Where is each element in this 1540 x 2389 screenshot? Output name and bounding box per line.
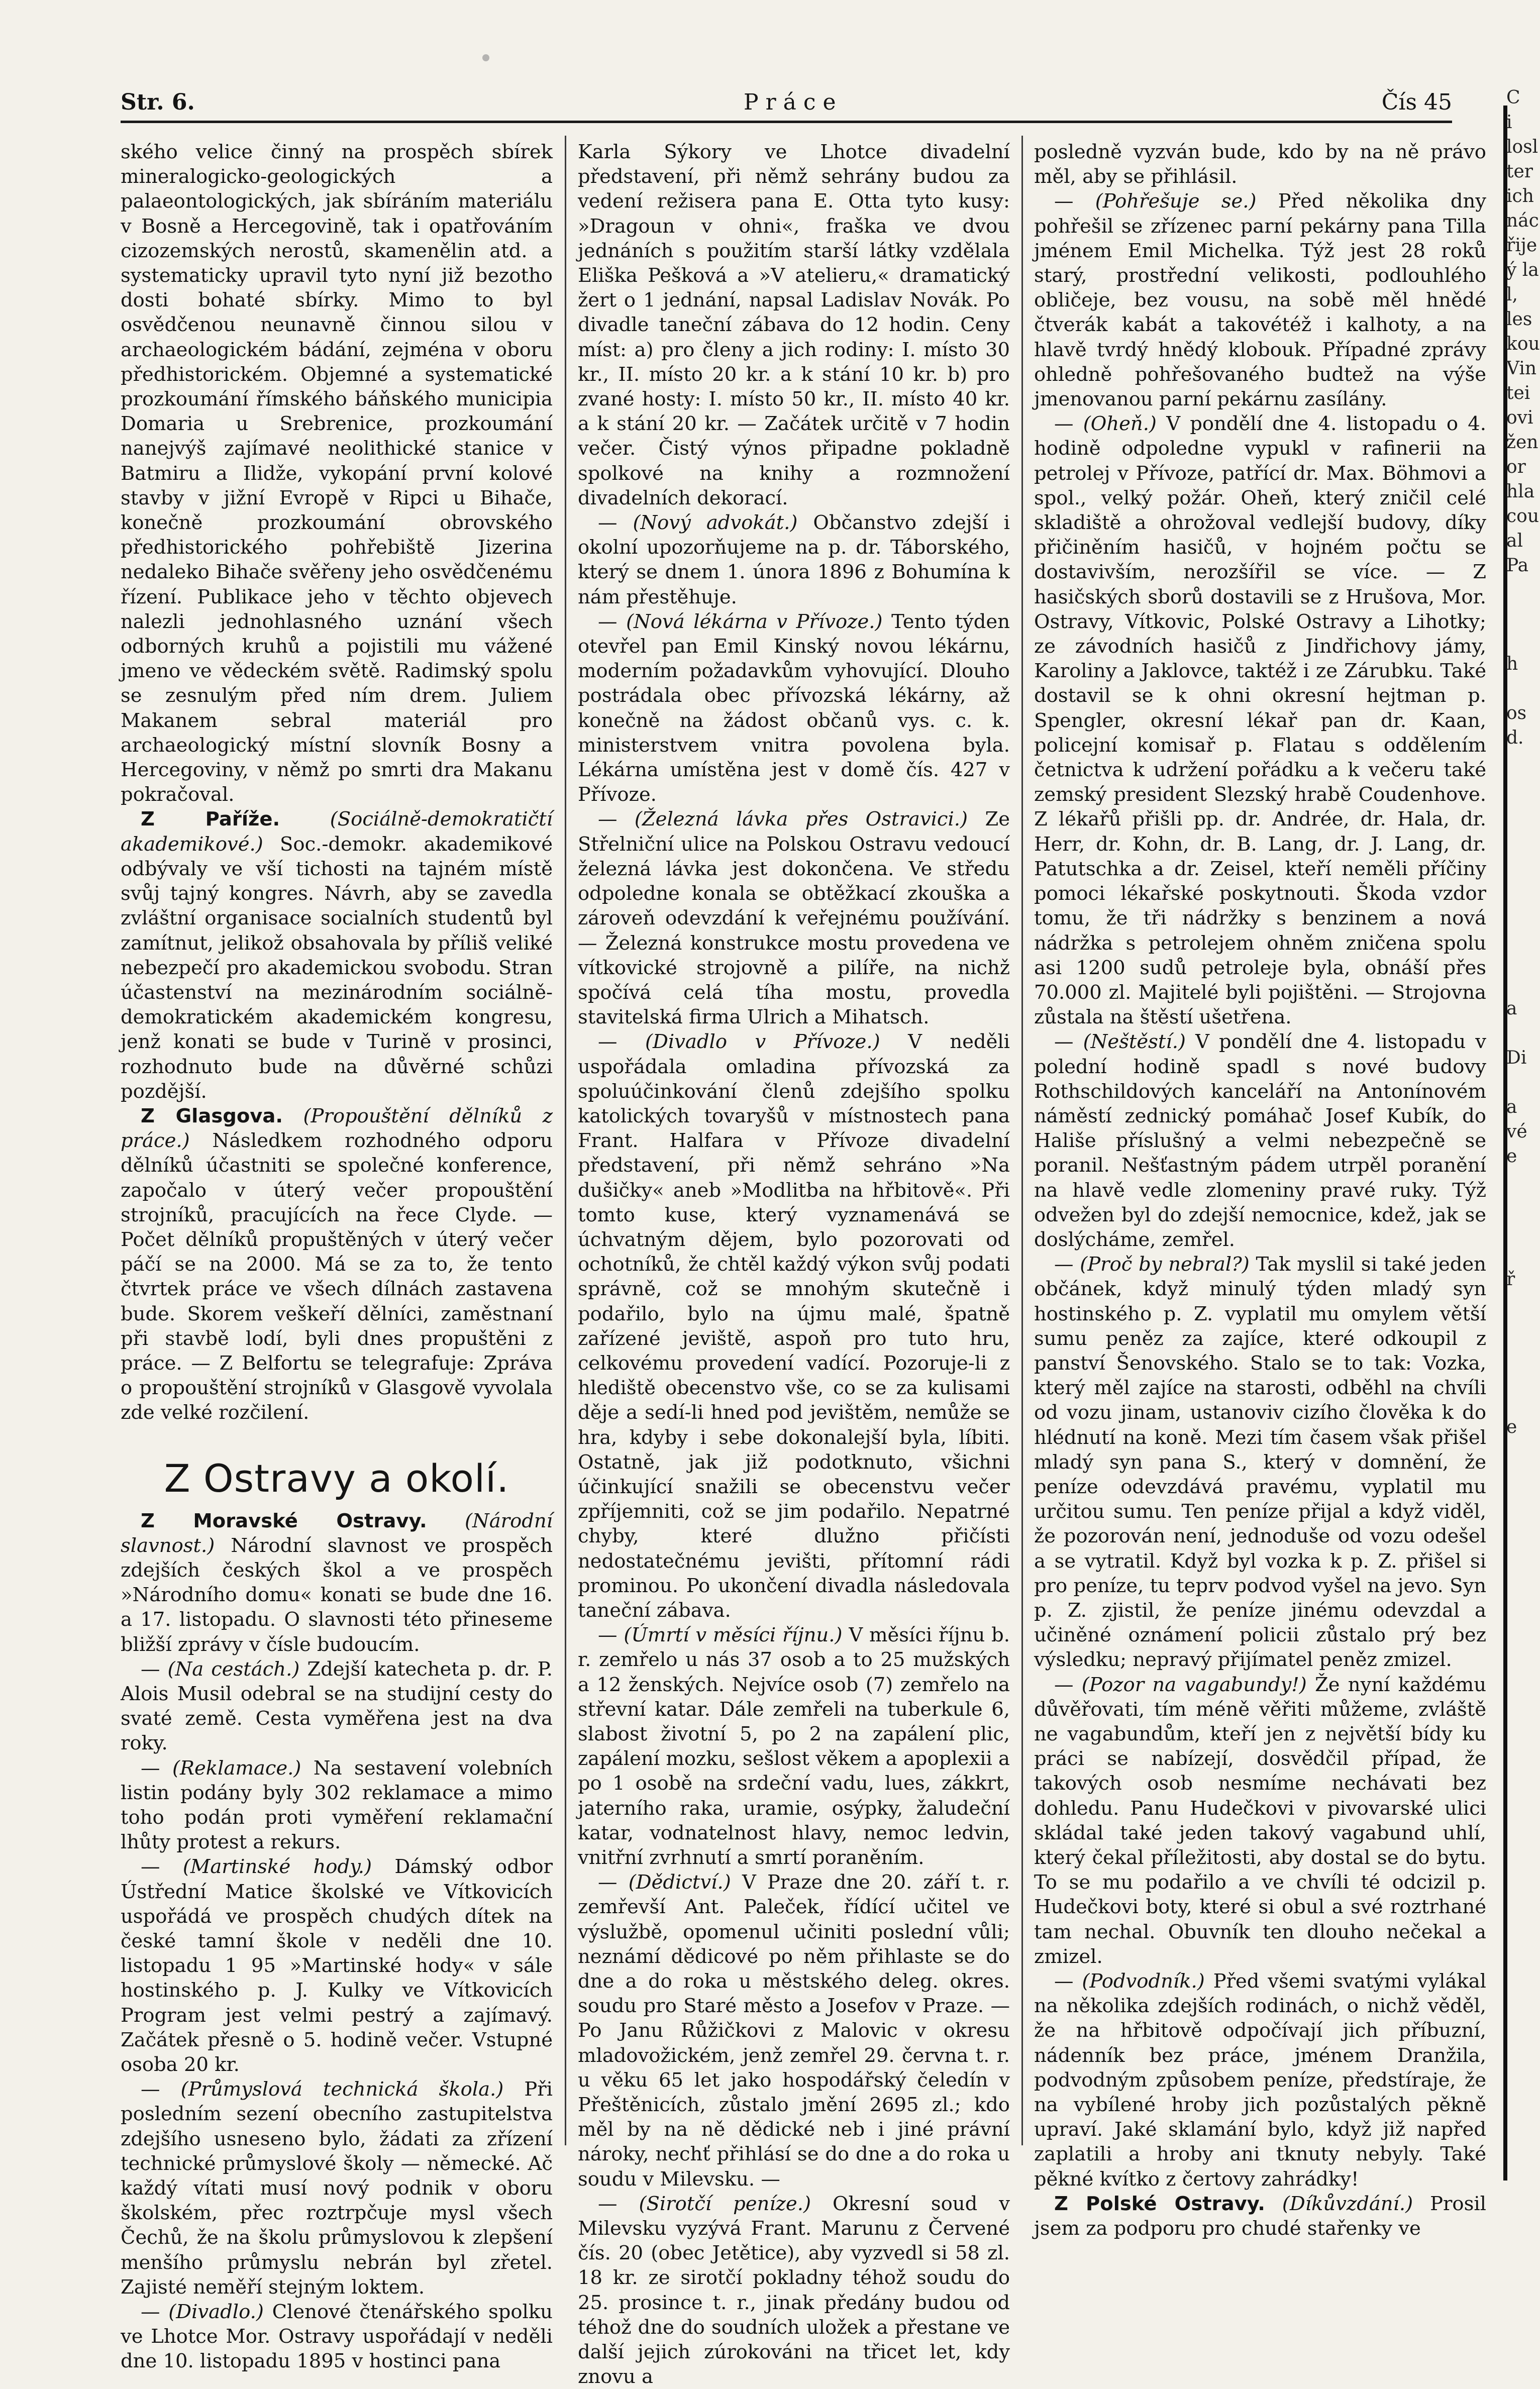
item-subheading: (Dědictví.) [628, 1871, 731, 1894]
header-rule [121, 121, 1452, 123]
edge-fragment: ý la [1506, 260, 1539, 280]
edge-fragment: tei [1506, 383, 1530, 403]
edge-fragment: l, [1506, 284, 1518, 305]
article-heading: Z Paříže. [141, 808, 280, 831]
news-item: — (Oheň.) V pondělí dne 4. listopadu o 4. hodině odpoledne vypukl v rafinerii na petrolej v Přívoze, patřící dr. Max. Böhmovi a spol., velký požár. Oheň, který zničil celé skladiště a ohrožoval vedlejší budovy, díky přičiněním hasičů, v hojném počtu se dostavivším, nerozšířil se více. — Z hasičských sborů dostavili se z Hrušova, Mor. Ostravy, Vítkovic, Polské Ostravy a Lihotky; ze závodních hasičů z Jindřichovy jámy, Karoliny a Jaklovce, taktéž i ze Zárubku. Také dostavil se k ohni okresní hejtman p. Spengler, okresní lékař pan dr. Kaan, policejní komisař p. Flatau s oddělením četnictva k udržení pořádku a k večeru také zemský president Slezský hrabě Coudenhove. Z lékařů přišli pp. dr. Andrée, dr. Hala, dr. Herr, dr. Kohn, dr. B. Lang, dr. J. Lang, dr. Patutschka a dr. Zeisel, kteří neměli příčiny pomoci lékařské poskytnouti. Škoda vzdor tomu, že tři nádržky s benzinem a nová nádržka s petrolejem ohněm zničena spolu asi 1200 sudů petroleje byla, obnáší přes 70.000 zl. Majitelé byli pojištěni. — Strojovna zůstala na štěstí ušetřena. [1034, 412, 1486, 1029]
news-item: — (Železná lávka přes Ostravici.) Ze Střelniční ulice na Polskou Ostravu vedoucí železná lávka jest dokončena. Ve středu odpoledne konala se obtěžkací zkouška a zároveň odevzdání k veřejnému používání. — Železná konstrukce mostu provedena ve vítkovické strojovně a pilíře, na nichž spočívá celá tíha mostu, provedla stavitelská firma Ulrich a Mihatsch. [578, 808, 1010, 1029]
adjacent-page-edge [1506, 85, 1540, 2196]
edge-fragment [1506, 775, 1527, 799]
edge-fragment [1506, 799, 1527, 824]
item-text: Před všemi svatými vylákal na několika zdejších rodinách, o nichž věděl, že na hřbitově odpočívají jich příbuzní, nádenník bez práce, jménem Dranžila, podvodným způsobem peníze, předstíraje, že na vybílené hroby jich pozůstalých pěkně upraví. Jaké sklamání bylo, když již napřed zaplatili a hroby ani tknuty nebyly. Také pěkné kvítko z čertovy zahrádky! [1034, 1970, 1486, 2191]
edge-fragment [1506, 1292, 1527, 1316]
edge-fragment [1506, 1784, 1527, 1809]
item-subheading: (Nová lékárna v Přívoze.) [626, 610, 883, 633]
news-item: — (Nová lékárna v Přívoze.) Tento týden otevřel pan Emil Kinský novou lékárnu, moderním požadavkům vyhovující. Dlouho postrádala obec přívozská lékárny, až konečně na žádost občanů vys. c. k. ministerstvem vnitra povolena byla. Lékárna umístěna jest v domě čís. 427 v Přívoze. [578, 610, 1010, 806]
column-1 [121, 140, 553, 2373]
item-subheading: (Sirotčí peníze.) [639, 2192, 811, 2215]
item-subheading: (Průmyslová technická škola.) [180, 2078, 504, 2101]
item-subheading: (Divadlo v Přívoze.) [645, 1030, 880, 1054]
edge-fragment [1506, 1390, 1527, 1415]
news-item: — (Proč by nebral?) Tak myslil si také jeden občánek, když minulý týden mladý syn hostinského p. Z. vyplatil mu omylem větší sumu peněz za zajíce, které odkoupil z panství Šenovského. Stalo se to tak: Vozka, který měl zajíce na starosti, odběhl na chvíli od vozu jinam, ustanoviv cizího člověka k do hlédnutí na koně. Mezi tím časem však přišel mladý syn pana S., který v domnění, že peníze odevzdává pravému, vyplatil mu určitou sumu. Ten peníze přijal a když viděl, že pozorován není, jednoduše od vozu odešel a se vytratil. Když byl vozka k p. Z. přišel si pro peníze, tu teprv podvod vyšel na jevo. Syn p. Z. zjistil, že peníze jinému odevzdal a učiněné oznámení policii zůstalo prý bez výsledku; nepravý přijímatel peněz zmizel. [1034, 1253, 1486, 1672]
article-moravska-ostrava [121, 1509, 553, 1657]
news-item: — (Divadlo v Přívoze.) V neděli uspořádala omladina přívozská za spoluúčinkování členů zdejšího spolku katolických tovaryšů v místnostech pana Frant. Halfara v Přívoze divadelní představení, při němž sehráno »Na dušičky« aneb »Modlitba na hřbitově«. Při tomto kuse, který vyznamenává se úchvatným dějem, bylo pozorovati od ochotníků, že chtěl každý výkon svůj podati správně, což se mnohým skutečně i podařilo, bylo na újmu malé, špatně zařízené jeviště, aspoň pro tuto hru, celkovému provedení vadící. Pozoruje-li z hlediště obecenstvo vše, co se za kulisami děje a sedí-li hned pod jevištěm, nemůže se hra, kdyby i sebe dokonalejší byla, líbiti. Ostatně, jak již podotknuto, všichni účinkující snažili se obecenstvu večer zpříjemniti, což se jim podařilo. Nepatrné chyby, které dlužno přičísti nedostatečnému jevišti, přítomní rádi prominou. Po ukončení divadla následovala taneční zábava. [578, 1030, 1010, 1622]
edge-fragment: i [1506, 112, 1512, 133]
edge-fragment: les [1506, 309, 1532, 330]
edge-fragment [1506, 676, 1527, 701]
edge-fragment: ich [1506, 186, 1534, 206]
edge-fragment: cou [1506, 506, 1539, 527]
edge-fragment [1506, 1341, 1527, 1366]
edge-fragment [1506, 1661, 1527, 1686]
news-item: — (Nový advokát.) Občanstvo zdejší i okolní upozorňujeme na p. dr. Táborského, který se dnem 1. února 1896 z Bohumína k nám přestěhuje. [578, 511, 1010, 608]
edge-fragment: or [1506, 457, 1526, 477]
edge-fragment [1506, 1563, 1527, 1587]
article-paragraph: posledně vyzván bude, kdo by na ně právo měl, aby se přihlásil. [1034, 141, 1486, 188]
edge-fragment [1506, 1538, 1527, 1563]
article-text: Národní slavnost ve prospěch zdejších českých škol a ve prospěch »Národního domu« konati se bude dne 16. a 17. listopadu. O slavnosti této přineseme bližší zprávy v čísle budoucím. [121, 1534, 553, 1656]
column-2 [578, 140, 1010, 2388]
edge-fragment [1506, 1439, 1527, 1464]
news-item: — (Martinské hody.) Dámský odbor Ústřední Matice školské ve Vítkovicích uspořádá ve prospěch chudých dítek na české tamní škole v neděli dne 10. listopadu 1 95 »Martinské hody« v sále hostinského p. J. Kulky ve Vítkovicích Program jest velmi pestrý a zajímavý. Začátek přesně o 5. hodině večer. Vstupné osoba 20 kr. [121, 1855, 553, 2076]
item-subheading: (Reklamace.) [172, 1756, 301, 1780]
item-text: Tento týden otevřel pan Emil Kinský novou lékárnu, moderním požadavkům vyhovující. Dlouho postrádala obec přívozská lékárny, až konečně na žádost občanů vys. c. k. ministerstvem vnitra povolena byla. Lékárna umístěna jest v domě čís. 427 v Přívoze. [578, 610, 1010, 806]
edge-fragment: hla [1506, 481, 1535, 502]
edge-fragment [1506, 1513, 1527, 1538]
article-paragraph: Karla Sýkory ve Lhotce divadelní představení, při němž sehrány budou za vedení režisera pana E. Otta tyto kusy: »Dragoun v ohni«, fraška ve dvou jednáních s použitím starší látky vzdělala Eliška Pešková a »V atelieru,« dramatický žert o 1 jednání, napsal Ladislav Novák. Po divadle taneční zábava do 12 hodin. Ceny míst: a) pro členy a jich rodiny: I. místo 30 kr., II. místo 20 kr. a k stání 10 kr. b) pro zvané hosty: I. místo 50 kr., II. místo 40 kr. a k stání 20 kr. — Začátek určitě v 7 hodin večer. Čistý výnos připadne pokladně spolkové na knihy a rozmnožení divadelních dekorací. [578, 141, 1010, 509]
column-divider [565, 136, 566, 2145]
edge-fragment: kou [1506, 334, 1540, 354]
edge-fragment [1506, 1612, 1527, 1636]
edge-fragment: Vin [1506, 358, 1537, 379]
newspaper-title: Práce [744, 89, 843, 115]
item-text: V pondělí dne 4. listopadu v polední hodině spadl s nové budovy Rothschildových kanceláří na Antonínovém náměstí zednický pomáhač Josef Kubík, do Hališe příslušný a velmi nebezpečně se poranil. Nešťastným pádem utrpěl poranění na hlavě vedle zlomeniny pravé ruky. Týž odvežen byl do zdejší nemocnice, kdež, jak se doslýcháme, zemřel. [1034, 1030, 1486, 1251]
edge-fragment [1506, 1686, 1527, 1710]
column-3 [1034, 140, 1487, 2240]
item-text: Tak myslil si také jeden občánek, když minulý týden mladý syn hostinského p. Z. vyplatil mu omylem větší sumu peněz za zajíce, které odkoupil z panství Šenovského. Stalo se to tak: Vozka, který měl zajíce na starosti, odběhl na chvíli od vozu jinam, ustanoviv cizího člověka k do hlédnutí na koně. Mezi tím časem však přišel mladý syn pana S., který v domnění, že peníze odevzdává pravému, vyplatil mu určitou sumu. Ten peníze přijal a když viděl, že pozorován není, jednoduše od vozu odešel a se vytratil. Když byl vozka k p. Z. přišel si pro peníze, tu teprv podvod vyšel na jevo. Syn p. Z. zjistil, že peníze jinému odevzdal a učiněné oznámení policii zůstalo prý bez výsledku; nepravý přijímatel peněz zmizel. [1034, 1253, 1486, 1672]
article-heading: Z Glasgova. [141, 1104, 283, 1127]
item-subheading: (Úmrtí v měsíci říjnu.) [624, 1624, 843, 1647]
edge-fragment: nác [1506, 211, 1539, 231]
ink-spot [482, 54, 489, 61]
article-subheading: (Propouštění dělníků z práce.) [121, 1104, 553, 1153]
edge-fragment [1506, 922, 1527, 947]
edge-fragment [1506, 849, 1527, 873]
edge-fragment: e [1506, 1417, 1517, 1437]
news-item: — (Reklamace.) Na sestavení volebních listin podány byly 302 reklamace a mimo toho podán proti vyměření reklamační lhůty protest a rekurs. [121, 1756, 553, 1854]
news-item: — (Neštěstí.) V pondělí dne 4. listopadu v polední hodině spadl s nové budovy Rothschildových kanceláří na Antonínovém náměstí zednický pomáhač Josef Kubík, do Hališe příslušný a velmi nebezpečně se poranil. Nešťastným pádem utrpěl poranění na hlavě vedle zlomeniny pravé ruky. Týž odvežen byl do zdejší nemocnice, kdež, jak se doslýcháme, zemřel. [1034, 1030, 1486, 1251]
edge-fragment: ter [1506, 161, 1533, 182]
item-text: Dámský odbor Ústřední Matice školské ve Vítkovicích uspořádá ve prospěch chudých dítek na české tamní škole v neděli dne 10. listopadu 1 95 »Martinské hody« v sále hostinského p. J. Kulky ve Vítkovicích Program jest velmi pestrý a zajímavý. Začátek přesně o 5. hodině večer. Vstupné osoba 20 kr. [121, 1855, 553, 2076]
edge-fragment: a [1506, 1097, 1517, 1117]
edge-fragment [1506, 824, 1527, 849]
item-text: Občanstvo zdejší i okolní upozorňujeme na p. dr. Táborského, který se dnem 1. února 1896 z Bohumína k nám přestěhuje. [578, 511, 1010, 608]
edge-fragment [1506, 1833, 1527, 1858]
edge-fragment [1506, 1636, 1527, 1661]
edge-fragment: vé [1506, 1121, 1527, 1142]
article-text: Prosil jsem za podporu pro chudé stařenky ve [1034, 2192, 1486, 2240]
article-glasgow [121, 1104, 553, 1425]
news-item: — (Divadlo.) Clenové čtenářského spolku ve Lhotce Mor. Ostravy uspořádají v neděli dne 10. listopadu 1895 v hostinci pana [121, 2301, 553, 2373]
item-text: Clenové čtenářského spolku ve Lhotce Mor. Ostravy uspořádají v neděli dne 10. listopadu 1895 v hostinci pana [121, 2301, 553, 2373]
item-text: V měsíci říjnu b. r. zemřelo u nás 37 osob a to 25 mužských a 12 ženských. Nejvíce osob (7) zemřelo na střevní katar. Dále zemřeli na tuberkule 6, slabost životní 5, po 2 na zapálení plic, zapálení mozku, sešlost věkem a apoplexii a po 1 osobě na srdeční vadu, lues, zákkrt, jaterního raka, uramie, osýpky, žaludeční katar, vodnatelnost hlavy, nemoc ledvin, vnitřní zvrhnutí a smrtí poraněním. [578, 1624, 1010, 1869]
item-text: Na sestavení volebních listin podány byly 302 reklamace a mimo toho podán proti vyměření reklamační lhůty protest a rekurs. [121, 1756, 553, 1854]
article-subheading: (Sociálně-demokratičtí akademikové.) [121, 808, 553, 856]
edge-fragment [1506, 947, 1527, 972]
edge-fragment [1506, 1316, 1527, 1341]
article-heading: Z Polské Ostravy. [1054, 2192, 1265, 2215]
edge-fragment [1506, 1710, 1527, 1735]
article-subheading: (Národní slavnost.) [121, 1509, 553, 1557]
edge-fragment [1506, 1809, 1527, 1833]
issue-number: Čís 45 [1381, 89, 1452, 115]
edge-fragment: h [1506, 654, 1518, 674]
item-text: Ze Střelniční ulice na Polskou Ostravu vedoucí železná lávka jest dokončena. Ve středu odpoledne konala se obtěžkací zkouška a zároveň odevzdání k veřejnému používání. — Železná konstrukce mostu provedena ve vítkovické strojovně a pilíře, na nichž spočívá celá tíha mostu, provedla stavitelská firma Ulrich a Mihatsch. [578, 808, 1010, 1029]
item-subheading: (Oheň.) [1083, 412, 1157, 436]
item-subheading: (Proč by nebral?) [1080, 1253, 1250, 1276]
edge-fragment: d. [1506, 728, 1524, 748]
edge-fragment [1506, 627, 1527, 652]
edge-fragment: losl [1506, 137, 1538, 157]
edge-fragment [1506, 1242, 1527, 1267]
edge-fragment: Pa [1506, 555, 1529, 576]
edge-fragment: ř [1506, 1269, 1515, 1290]
item-subheading: (Železná lávka přes Ostravici.) [634, 808, 968, 831]
item-subheading: (Pozor na vagabundy!) [1081, 1673, 1307, 1696]
item-subheading: (Neštěstí.) [1083, 1030, 1186, 1054]
edge-fragment: C [1506, 87, 1520, 108]
edge-fragment [1506, 1464, 1527, 1489]
edge-fragment [1506, 1489, 1527, 1513]
article-heading: Z Moravské Ostravy. [141, 1509, 427, 1532]
edge-fragment: a [1506, 998, 1517, 1019]
item-subheading: (Pohřešuje se.) [1095, 190, 1257, 213]
edge-fragment [1506, 602, 1527, 627]
item-text: V neděli uspořádala omladina přívozská za spoluúčinkování členů zdejšího spolku katolických tovaryšů v místnostech pana Frant. Halfara v Přívoze divadelní představení, při němž sehráno »Na dušičky« aneb »Modlitba na hřbitově«. Při tomto kuse, který vyznamenává se úchvatným dějem, bylo pozorovati od ochotníků, že chtěl každý výkon svůj podati správně, což se mnohým skutečně i podařilo, bylo na újmu malé, špatně zařízené jeviště, aspoň pro tuto hru, celkovému provedení vadící. Pozoruje-li z hlediště obecenstvo vše, co se za kulisami děje a sedí-li hned pod jevištěm, nemůže se hra, kdyby i sebe dokonalejší byla, líbiti. Ostatně, jak již podotknuto, všichni účinkující snažili se obecenstvu večer zpříjemniti, což se jim podařilo. Nepatrné chyby, které dlužno přičísti nedostatečnému jevišti, přítomní rádi prominou. Po ukončení divadla následovala taneční zábava. [578, 1030, 1010, 1622]
article-text: Soc.-demokr. akademikové odbývaly ve vší tichosti na tajném místě svůj tajný kongres. Návrh, aby se zavedla zvláštní organisace socialních studentů byl zamítnut, jelikož obsahovala by příliš veliké nebezpečí pro akademickou svobodu. Stran účastenství na mezinárodním sociálně-demokratickém akademickém kongresu, jenž konati se bude v Turině v prosinci, rozhodnuto bude na důvěrné schůzi pozdější. [121, 833, 553, 1103]
edge-fragment: e [1506, 1146, 1517, 1167]
item-text: Před několika dny pohřešil se zřízenec parní pekárny pana Tilla jménem Emil Michelka. Týž jest 28 roků starý, prostřední velikosti, podlouhlého obličeje, bez vousu, na sobě měl hnědé čtverák kabát a takovétéž i kalhoty, a na hlavě tvrdý hnědý klobouk. Případné zprávy ohledně pohřešovaného budtež na výše jmenovanou parní pekárnu zasílány. [1034, 190, 1487, 411]
news-item: — (Pozor na vagabundy!) Že nyní každému důvěřovati, tím méně věřiti můžeme, zvláště ne vagabundům, kteří jen z největší bídy ku práci se nabízejí, dosvědčil případ, že takových osob nesmíme nechávati bez dohledu. Panu Hudečkovi v pivovarské ulici skládal také jeden takový vagabund uhlí, který čekal příležitosti, aby dostal se do bytu. To se mu podařilo a ve chvíli té odcizil p. Hudečkovi boty, které si obul a své roztrhané tam nechal. Obuvník ten dlouho nečekal a zmizel. [1034, 1673, 1486, 1968]
edge-fragment [1506, 1587, 1527, 1612]
edge-fragment: řije [1506, 235, 1537, 256]
edge-fragment [1506, 972, 1527, 996]
edge-fragment [1506, 873, 1527, 898]
item-text: Že nyní každému důvěřovati, tím méně věřiti můžeme, zvláště ne vagabundům, kteří jen z největší bídy ku práci se nabízejí, dosvědčil případ, že takových osob nesmíme nechávati bez dohledu. Panu Hudečkovi v pivovarské ulici skládal také jeden takový vagabund uhlí, který čekal příležitosti, aby dostal se do bytu. To se mu podařilo a ve chvíli té odcizil p. Hudečkovi boty, které si obul a své roztrhané tam nechal. Obuvník ten dlouho nečekal a zmizel. [1034, 1673, 1486, 1968]
item-text: Při posledním sezení obecního zastupitelstva zdejšího usneseno bylo, žádati za zřízení technické průmyslové školy — německé. Ač každý vítati musí nový podnik v oboru školském, přec roztrpčuje mysl všech Čechů, že na školu průmyslovou k zlepšení menšího průmyslu nebrán byl zřetel. Zajisté neměří stejným loktem. [121, 2078, 553, 2299]
item-subheading: (Divadlo.) [168, 2301, 264, 2324]
article-subheading: (Díkůvzdání.) [1282, 2192, 1413, 2215]
edge-fragment: Di [1506, 1048, 1527, 1068]
news-item: — (Podvodník.) Před všemi svatými vylákal na několika zdejších rodinách, o nichž věděl, že na hřbitově odpočívají jich příbuzní, nádenník bez práce, jménem Dranžila, podvodným způsobem peníze, předstíraje, že na vybílené hroby jich pozůstalých pěkně upraví. Jaké sklamání bylo, když již napřed zaplatili a hroby ani tknuty nebyly. Také pěkné kvítko z čertovy zahrádky! [1034, 1970, 1486, 2191]
edge-fragment: ovi [1506, 407, 1533, 428]
edge-fragment: žen [1506, 432, 1538, 453]
item-text: V Praze dne 20. září t. r. zemřevší Ant. Paleček, řídící učitel ve výslužbě, opomenul učiniti poslední vůli; neznámí dědicové po něm přihlaste se do dne a do roka u městského deleg. okres. soudu pro Staré město a Josefov v Praze. — Po Janu Růžičkovi z Malovic v okresu mladovožickém, jenž zemřel 29. června t. r. u věku 65 let jako hospodářský čeledín v Přeštěnicích, zůstalo jmění 2695 zl.; kdo měl by na ně dědické neb i jiné právní nároky, nechť přihlásí se do dne a do roka u soudu v Milevsku. — [578, 1871, 1010, 2191]
item-text: V pondělí dne 4. listopadu o 4. hodině odpoledne vypukl v rafinerii na petrolej v Přívoze, patřící dr. Max. Böhmovi a spol., velký požár. Oheň, který zničil celé skladiště a ohrožoval vedlejší budovy, díky přičiněním hasičů, v hojném počtu se dostavivším, nerozšířil se více. — Z hasičských sborů dostavili se z Hrušova, Mor. Ostravy, Vítkovic, Polské Ostravy a Lihotky; ze závodních hasičů z Jindřichovy jámy, Karoliny a Jaklovce, taktéž i ze Zárubku. Také dostavil se k ohni okresní hejtman p. Spengler, okresní lékař pan dr. Kaan, policejní komisař p. Flatau s oddělením četnictva k udržení pořádku a k večeru také zemský president Slezský hrabě Coudenhove. Z lékařů přišli pp. dr. Andrée, dr. Hala, dr. Herr, dr. Kohn, dr. B. Lang, dr. J. Lang, dr. Patutschka a dr. Zeisel, kteří neměli příčiny pomoci lékařské poskytnouti. Škoda vzdor tomu, že tři nádržky s benzinem a nová nádržka s petrolejem ohněm zničena spolu asi 1200 sudů petroleje byla, obnáší přes 70.000 zl. Majitelé byli pojištěni. — Strojovna zůstala na štěstí ušetřena. [1034, 412, 1486, 1029]
edge-fragment [1506, 1366, 1527, 1390]
edge-fragment: os [1506, 703, 1527, 723]
article-polska-ostrava [1034, 2192, 1486, 2241]
news-item: — (Úmrtí v měsíci říjnu.) V měsíci říjnu b. r. zemřelo u nás 37 osob a to 25 mužských a 12 ženských. Nejvíce osob (7) zemřelo na střevní katar. Dále zemřeli na tuberkule 6, slabost životní 5, po 2 na zapálení plic, zapálení mozku, sešlost věkem a apoplexii a po 1 osobě na srdeční vadu, lues, zákkrt, jaterního raka, uramie, osýpky, žaludeční katar, vodnatelnost hlavy, nemoc ledvin, vnitřní zvrhnutí a smrtí poraněním. [578, 1624, 1010, 1869]
news-item: — (Na cestách.) Zdejší katecheta p. dr. P. Alois Musil odebral se na studijní cesty do svaté země. Cesta vyměřena jest na dva roky. [121, 1657, 553, 1755]
item-subheading: (Na cestách.) [167, 1657, 300, 1681]
column-divider [1021, 136, 1023, 2145]
article-paris [121, 807, 553, 1103]
edge-fragment [1506, 578, 1527, 602]
edge-fragment: al [1506, 531, 1523, 551]
item-text: Okresní soud v Milevsku vyzývá Frant. Marunu z Červené čís. 20 (obec Jetětice), aby vyzvedl si 58 zl. 18 kr. ze sirotčí pokladny téhož soudu do 25. prosince t. r., jinak předány budou od téhož dne do soudních uložek a přestane ve další jejich zúrokováni na třicet let, kdy znovu a [578, 2192, 1010, 2388]
news-item: — (Pohřešuje se.) Před několika dny pohřešil se zřízenec parní pekárny pana Tilla jménem Emil Michelka. Týž jest 28 roků starý, prostřední velikosti, podlouhlého obličeje, bez vousu, na sobě měl hnědé čtverák kabát a takovétéž i kalhoty, a na hlavě tvrdý hnědý klobouk. Případné zprávy ohledně pohřešovaného budtež na výše jmenovanou parní pekárnu zasílány. [1034, 190, 1487, 411]
edge-fragment [1506, 1735, 1527, 1759]
news-item: — (Průmyslová technická škola.) Při posledním sezení obecního zastupitelstva zdejšího usneseno bylo, žádati za zřízení technické průmyslové školy — německé. Ač každý vítati musí nový podnik v oboru školském, přec roztrpčuje mysl všech Čechů, že na školu průmyslovou k zlepšení menšího průmyslu nebrán byl zřetel. Zajisté neměří stejným loktem. [121, 2078, 553, 2299]
item-text: Zdejší katecheta p. dr. P. Alois Musil odebral se na studijní cesty do svaté země. Cesta vyměřena jest na dva roky. [121, 1657, 553, 1755]
edge-fragment [1506, 750, 1527, 775]
page-header [121, 89, 1452, 125]
news-item: — (Sirotčí peníze.) Okresní soud v Milevsku vyzývá Frant. Marunu z Červené čís. 20 (obec Jetětice), aby vyzvedl si 58 zl. 18 kr. ze sirotčí pokladny téhož soudu do 25. prosince t. r., jinak předány budou od téhož dne do soudních uložek a přestane ve další jejich zúrokováni na třicet let, kdy znovu a [578, 2192, 1010, 2388]
news-item: — (Dědictví.) V Praze dne 20. září t. r. zemřevší Ant. Paleček, řídící učitel ve výslužbě, opomenul učiniti poslední vůli; neznámí dědicové po něm přihlaste se do dne a do roka u městského deleg. okres. soudu pro Staré město a Josefov v Praze. — Po Janu Růžičkovi z Malovic v okresu mladovožickém, jenž zemřel 29. června t. r. u věku 65 let jako hospodářský čeledín v Přeštěnicích, zůstalo jmění 2695 zl.; kdo měl by na ně dědické neb i jiné právní nároky, nechť přihlásí se do dne a do roka u soudu v Milevsku. — [578, 1871, 1010, 2191]
page-number: Str. 6. [121, 89, 195, 115]
article-paragraph: ského velice činný na prospěch sbírek mineralogicko-geologických a palaeontologických, jak sbíráním materiálu v Bosně a Hercegovině, tak i opatřováním cizozemských nerostů, skamenělin atd. a systematicky upravil tyto nyní již bezotho dosti bohaté sbírky. Mimo to byl osvědčenou neunavně činnou silou v archaeologickém bádání, zejména v oboru předhistorickém. Objemné a systematické prozkoumání římského báňského municipia Domaria u Srebrenice, prozkoumání nanejvýš zajímavé neolithické stanice v Batmiru a Ilidže, vykopání první kolové stavby v jižní Evropě v Ripci u Bihače, konečně prozkoumání obrovského předhistorického pohřebiště Jizerina nedaleko Bihače svěřeny jeho osvědčenému řízení. Publikace jeho v těchto objevech nalezli jednohlasného uznání všech odborných kruhů a pojistili mu vážené jmeno ve vědeckém světě. Radimský spolu se zesnulým před ním drem. Juliem Makanem sebral materiál pro archaeologický místní slovník Bosny a Hercegoviny, v němž po smrti dra Makanu pokračoval. [121, 141, 553, 806]
edge-fragment [1506, 1169, 1527, 1193]
section-title: Z Ostravy a okolí. [164, 1456, 509, 1501]
edge-fragment [1506, 898, 1527, 922]
edge-fragment [1506, 1193, 1527, 1218]
edge-fragment [1506, 1218, 1527, 1242]
item-subheading: (Podvodník.) [1082, 1970, 1205, 1993]
article-text: Následkem rozhodného odporu dělníků účastniti se společné konference, započalo v úterý večer propouštění strojníků, pracujících na řece Clyde. — Počet dělníků propuštěných v úterý večer páčí se na 2000. Má se za to, že tento čtvrtek práce ve všech dílnách zastavena bude. Skorem veškeří dělníci, zaměstnaní při stavbě lodí, byli dnes propuštěni z práce. — Z Belfortu se telegrafuje: Zpráva o propouštění strojníků v Glasgově vyvolala zde velké rozčilení. [121, 1129, 553, 1424]
item-subheading: (Martinské hody.) [182, 1855, 372, 1879]
item-subheading: (Nový advokát.) [633, 511, 798, 535]
edge-fragment [1506, 1021, 1527, 1046]
edge-fragment [1506, 1759, 1527, 1784]
edge-fragment [1506, 1070, 1527, 1095]
